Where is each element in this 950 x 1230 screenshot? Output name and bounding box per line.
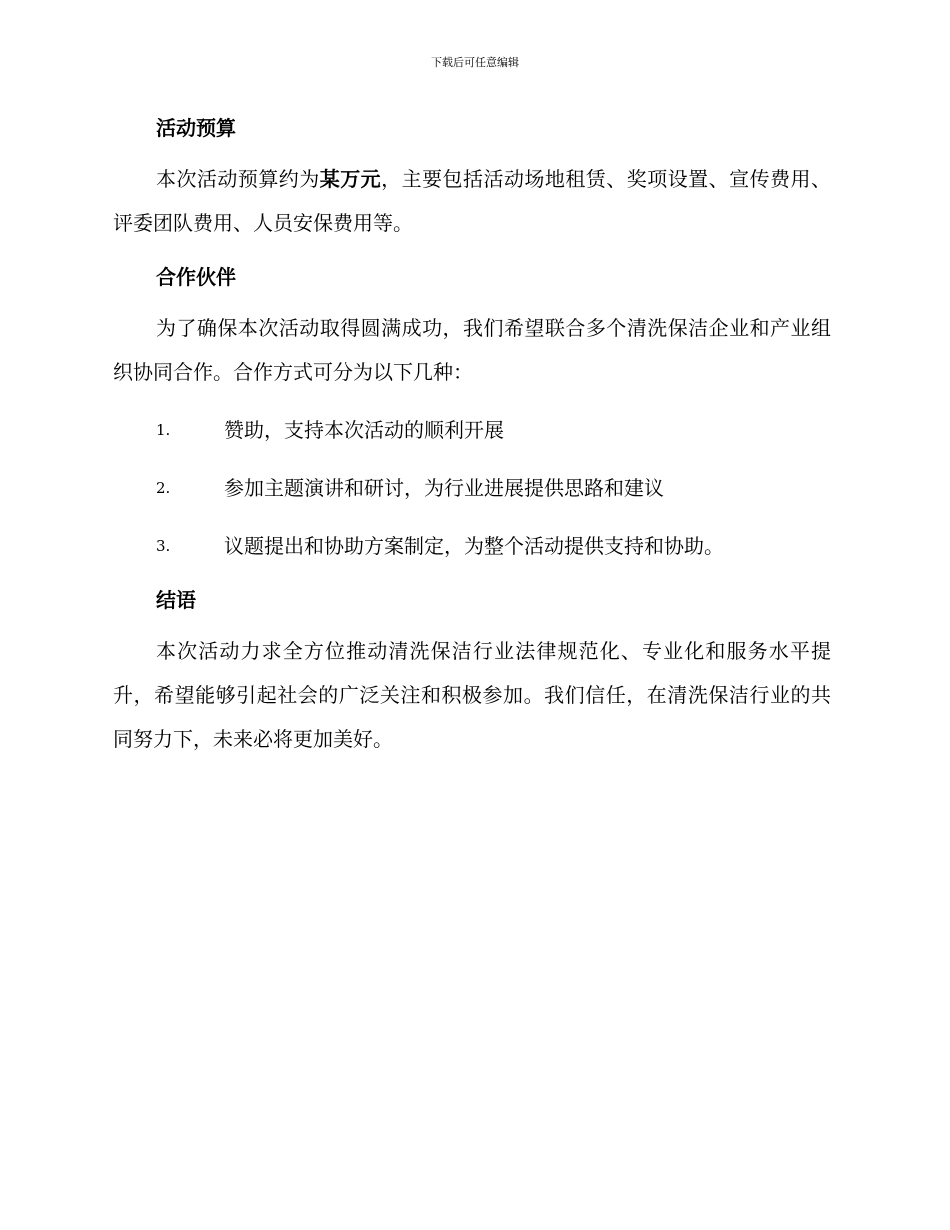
cooperation-list <box>113 408 831 568</box>
document-body <box>113 110 831 775</box>
budget-text-end: ，主要包括活动场地租赁、奖项设置、宣传费用、评委团队费用、人员安保费用等。 <box>113 167 831 235</box>
page-header: 下载后可任意编辑 <box>431 56 519 69</box>
budget-text-start: 本次活动预算约为 <box>156 167 320 191</box>
list-item-text: 参加主题演讲和研讨，为行业进展提供思路和建议 <box>224 476 664 500</box>
conclusion-paragraph: 本次活动力求全方位推动清洗保洁行业法律规范化、专业化和服务水平提升，希望能够引起社会的广泛关注和积极参加。我们信任，在清洗保洁行业的共同努力下，未来必将更加美好。 <box>113 639 831 751</box>
list-item-text: 赞助，支持本次活动的顺利开展 <box>224 418 504 442</box>
section-heading-conclusion: 结语 <box>156 588 196 612</box>
budget-paragraph <box>113 157 831 245</box>
budget-amount: 某万元 <box>319 167 382 191</box>
partners-paragraph: 为了确保本次活动取得圆满成功，我们希望联合多个清洗保洁企业和产业组织协同合作。合作方式可分为以下几种： <box>113 316 831 384</box>
list-number: 2. <box>156 479 171 497</box>
list-item <box>113 466 831 510</box>
list-number: 3. <box>156 537 171 555</box>
section-heading-budget: 活动预算 <box>156 116 236 140</box>
list-item <box>113 408 831 452</box>
list-item <box>113 524 831 568</box>
list-number: 1. <box>156 421 171 439</box>
section-heading-partners: 合作伙伴 <box>156 265 236 289</box>
list-item-text: 议题提出和协助方案制定，为整个活动提供支持和协助。 <box>224 534 724 558</box>
